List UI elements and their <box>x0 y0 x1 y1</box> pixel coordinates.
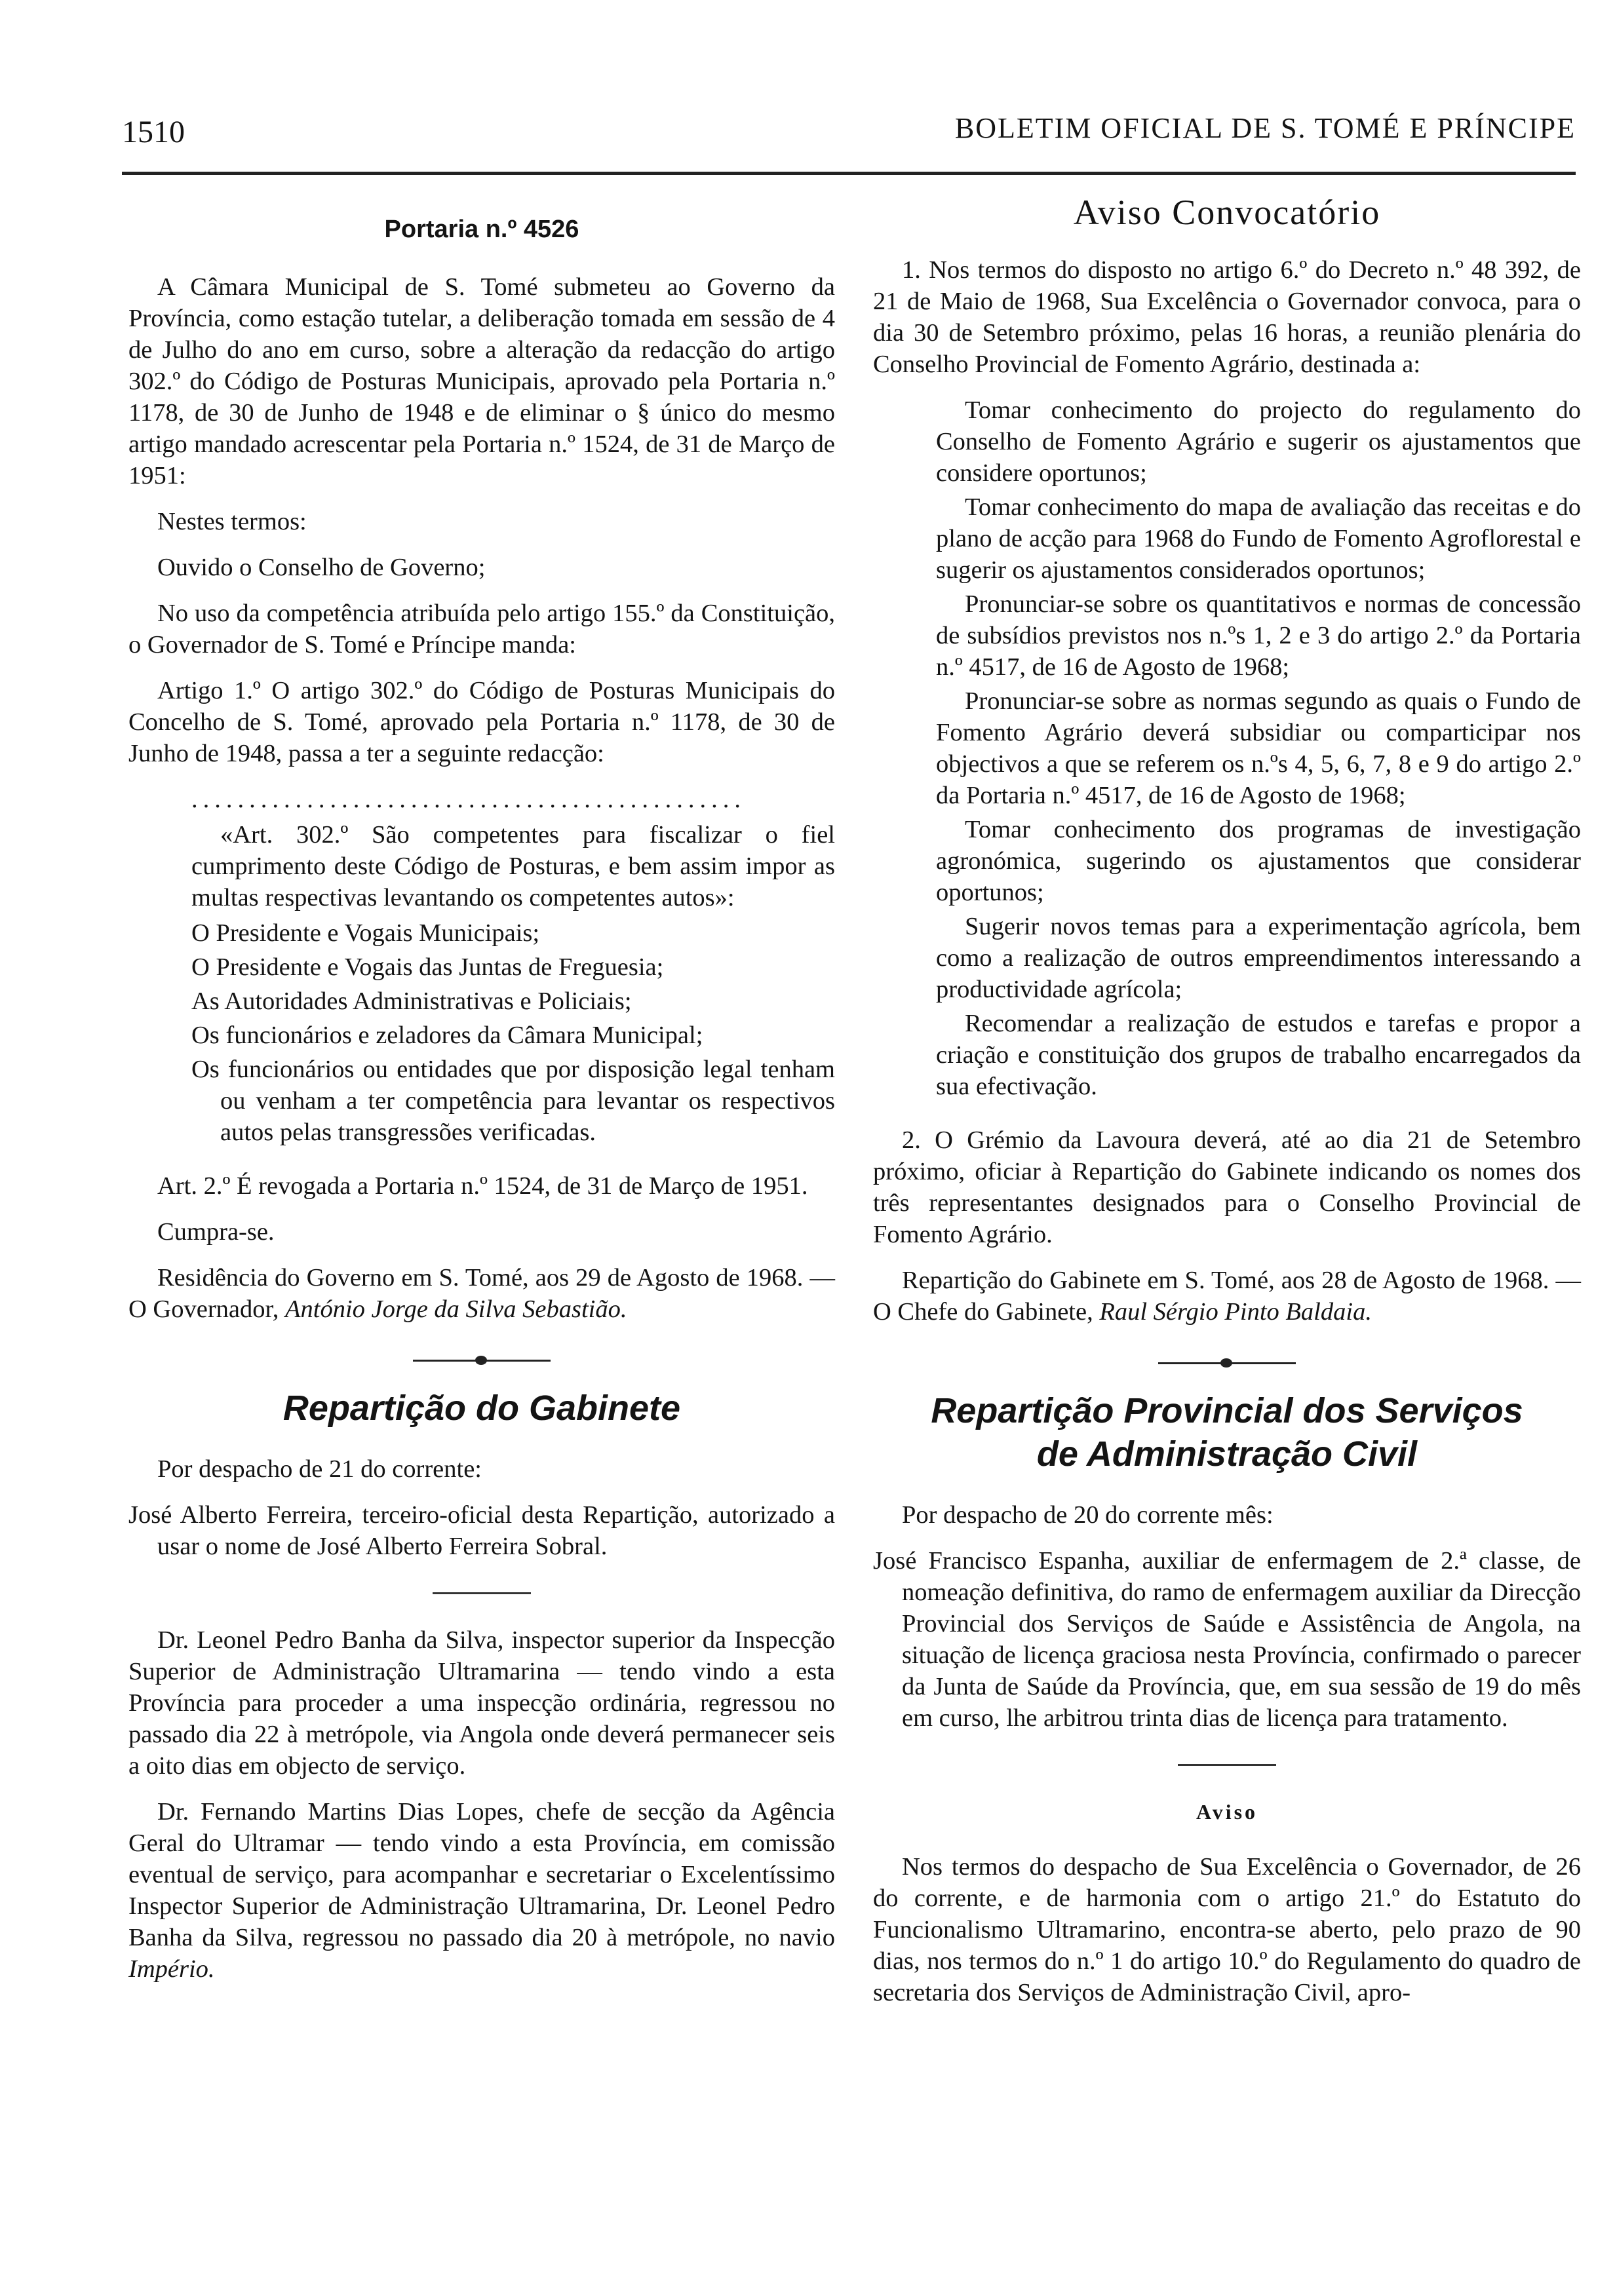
no-uso-competencia: No uso da competência atribuída pelo artigo 155.º da Constituição, o Governador de S. Tomé e Príncipe manda: <box>128 600 835 659</box>
list-item: Os funcionários e zeladores da Câmara Municipal; <box>191 1022 703 1049</box>
fernando-text: Dr. Fernando Martins Dias Lopes, chefe de secção da Agência Geral do Ultramar — tendo vindo a esta Província, em comissão eventual de serviço, para acompanhar e secretariar o Excelentíssimo Inspector Superior de Administração Ultramarina, Dr. Leonel Pedro Banha da Silva, regressou no passado dia 20 à metrópole, no navio <box>128 1798 835 1951</box>
quoted-article <box>128 784 835 913</box>
ouvido-conselho: Ouvido o Conselho de Governo; <box>157 554 486 581</box>
chefe-name: Raul Sérgio Pinto Baldaia. <box>1099 1298 1372 1326</box>
nestes-termos: Nestes termos: <box>157 508 307 535</box>
agenda-item: Recomendar a realização de estudos e tarefas e propor a criação e constituição dos grupos de trabalho encarregados da sua efectivação. <box>936 1010 1581 1100</box>
residencia-text: Residência do Governo em S. Tomé, aos 29 de Agosto de 1968. — O Governador, <box>128 1264 835 1323</box>
section-title-line-2: de Administração Civil <box>1036 1434 1418 1474</box>
aviso-title: Aviso <box>1196 1800 1258 1824</box>
portaria-intro: A Câmara Municipal de S. Tomé submeteu ao Governo da Província, como estação tutelar, a deliberação tomada em sessão de 4 de Julho do ano em curso, sobre a alteração da redacção do artigo 302.º do Código de Posturas Municipais, aprovado pela Portaria n.º 1178, de 30 de Junho de 1948 e de eliminar o § único do mesmo artigo mandado acrescentar pela Portaria n.º 1524, de 31 de Março de 1951: <box>128 273 835 489</box>
agenda-item: Pronunciar-se sobre as normas segundo as quais o Fundo de Fomento Agrário deverá subsidiar ou comparticipar nos objectivos a que se referem os n.ºs 4, 5, 6, 7, 8 e 9 do artigo 2.º da Portaria n.º 4517, de 16 de Agosto de 1968; <box>936 687 1581 809</box>
administracao-civil-title <box>873 1389 1581 1476</box>
list-item: As Autoridades Administrativas e Policiais; <box>191 987 632 1015</box>
page-header <box>122 98 1576 151</box>
jose-francisco-entry: José Francisco Espanha, auxiliar de enfermagem de 2.ª classe, de nomeação definitiva, do ramo de enfermagem auxiliar da Direcção Provincial dos Serviços de Saúde e Assistência de Angola, na situação de licença graciosa nesta Província, confirmado o parecer da Junta de Saúde da Província, que, em sua sessão de 19 do mês em curso, lhe arbitrou trinta dias de licença para tratamento. <box>873 1547 1581 1732</box>
residencia-signature <box>128 1262 835 1325</box>
list-item: O Presidente e Vogais das Juntas de Freguesia; <box>191 953 664 981</box>
convocation-item-2: 2. O Grémio da Lavoura deverá, até ao dia 21 de Setembro próximo, oficiar à Repartição do Gabinete indicando os nomes dos três representantes designados para o Conselho Provincial de Fomento Agrário. <box>873 1126 1581 1248</box>
agenda-item: Tomar conhecimento do mapa de avaliação das receitas e do plano de acção para 1968 do Fundo de Fomento Agroflorestal e sugerir os ajustamentos considerados oportunos; <box>936 493 1581 584</box>
art-302-text: «Art. 302.º São competentes para fiscalizar o fiel cumprimento deste Código de Posturas, e bem assim impor as multas respectivas levantando os competentes autos»: <box>191 821 835 911</box>
entry-divider <box>433 1592 531 1594</box>
fernando-entry <box>128 1796 835 1985</box>
agenda-item: Tomar conhecimento dos programas de investigação agronómica, sugerindo os ajustamentos que considerar oportunos; <box>936 816 1581 906</box>
competent-entities-list <box>128 917 835 1148</box>
despacho-20: Por despacho de 20 do corrente mês: <box>902 1501 1274 1529</box>
navio-name: Império. <box>128 1955 215 1983</box>
running-title: BOLETIM OFICIAL DE S. TOMÉ E PRÍNCIPE <box>954 112 1576 144</box>
reparticao-signature <box>873 1265 1581 1328</box>
despacho-21: Por despacho de 21 do corrente: <box>157 1455 482 1483</box>
right-column <box>873 193 1581 2023</box>
section-divider <box>413 1351 551 1371</box>
agenda-item: Pronunciar-se sobre os quantitativos e normas de concessão de subsídios previstos nos n.ºs 1, 2 e 3 do artigo 2.º da Portaria n.º 4517, de 16 de Agosto de 1968; <box>936 590 1581 681</box>
section-divider <box>1158 1354 1296 1373</box>
jose-alberto-entry: José Alberto Ferreira, terceiro-oficial desta Repartição, autorizado a usar o nome de José Alberto Ferreira Sobral. <box>128 1501 835 1560</box>
artigo-2: Art. 2.º É revogada a Portaria n.º 1524, de 31 de Março de 1951. <box>157 1172 808 1200</box>
reparticao-date: Repartição do Gabinete em S. Tomé, aos 28 de Agosto de 1968. — O Chefe do Gabinete, <box>873 1267 1581 1326</box>
aviso-convocatorio-title: Aviso Convocatório <box>1073 193 1381 232</box>
agenda-list <box>873 394 1581 1102</box>
agenda-item: Sugerir novos temas para a experimentação agrícola, bem como a realização de outros empreendimentos interessando a productividade agrícola; <box>936 913 1581 1003</box>
list-item: Os funcionários ou entidades que por disposição legal tenham ou venham a ter competência para levantar os respectivos autos pelas transgressões verificadas. <box>191 1056 835 1146</box>
portaria-title: Portaria n.º 4526 <box>384 216 579 243</box>
leonel-entry: Dr. Leonel Pedro Banha da Silva, inspector superior da Inspecção Superior de Administração Ultramarina — tendo vindo a esta Província para proceder a uma inspecção ordinária, regressou no passado dia 22 à metrópole, via Angola onde deverá permanecer seis a oito dias em objecto de serviço. <box>128 1626 835 1780</box>
convocation-item-1: 1. Nos termos do disposto no artigo 6.º do Decreto n.º 48 392, de 21 de Maio de 1968, Sua Excelência o Governador convoca, para o dia 30 de Setembro próximo, pelas 16 horas, a reunião plenária do Conselho Provincial de Fomento Agrário, destinada a: <box>873 256 1581 378</box>
header-rule <box>122 172 1576 175</box>
list-item: O Presidente e Vogais Municipais; <box>191 919 540 947</box>
artigo-1: Artigo 1.º O artigo 302.º do Código de Posturas Municipais do Concelho de S. Tomé, aprovado pela Portaria n.º 1178, de 30 de Junho de 1948, passa a ter a seguinte redacção: <box>128 677 835 767</box>
aviso-text: Nos termos do despacho de Sua Excelência o Governador, de 26 do corrente, e de harmonia com o artigo 21.º do Estatuto do Funcionalismo Ultramarino, encontra-se aberto, pelo prazo de 90 dias, nos termos do n.º 1 do artigo 10.º do Regulamento do quadro de secretaria dos Serviços de Administração Civil, apro- <box>873 1853 1581 2006</box>
gabinete-title: Repartição do Gabinete <box>282 1388 681 1428</box>
governador-name: António Jorge da Silva Sebastião. <box>285 1295 627 1323</box>
cumpra-se: Cumpra-se. <box>157 1218 275 1246</box>
entry-divider <box>1178 1764 1276 1766</box>
left-column <box>128 197 835 1999</box>
section-title-line-1: Repartição Provincial dos Serviços <box>931 1391 1523 1430</box>
elision-dots: ................................................ <box>191 786 746 813</box>
page-number: 1510 <box>122 115 185 149</box>
agenda-item: Tomar conhecimento do projecto do regulamento do Conselho de Fomento Agrário e sugerir os ajustamentos que considere oportunos; <box>936 396 1581 487</box>
